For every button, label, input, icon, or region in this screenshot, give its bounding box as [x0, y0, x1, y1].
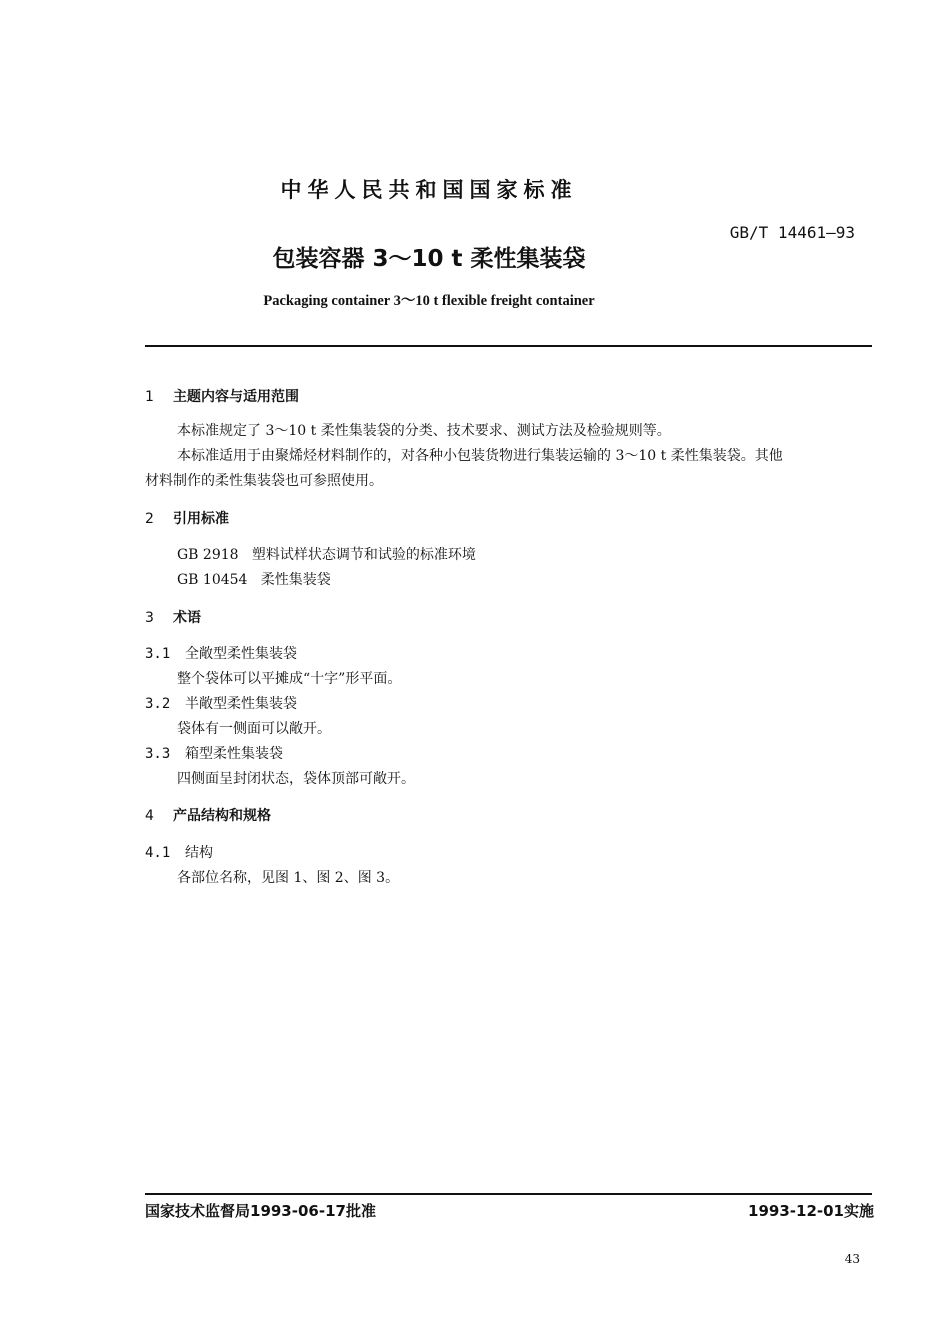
section-1-paragraph-2-line-2: 材料制作的柔性集装袋也可参照使用。 [145, 473, 383, 489]
term-title: 全敞型柔性集装袋 [185, 646, 297, 662]
reference-gb2918: GB 2918 塑料试样状态调节和试验的标准环境 [177, 547, 476, 563]
section-2-heading [145, 508, 229, 528]
term-title: 箱型柔性集装袋 [185, 746, 283, 762]
subsection-title: 结构 [185, 845, 213, 861]
term-3-2 [145, 693, 297, 713]
section-4-heading [145, 805, 271, 825]
reference-gb10454: GB 10454 柔性集装袋 [177, 572, 331, 588]
section-number: 1 [145, 389, 154, 405]
section-1-paragraph-1: 本标准规定了 3～10 t 柔性集装袋的分类、技术要求、测试方法及检验规则等。 [177, 423, 671, 439]
section-number: 3 [145, 610, 154, 626]
term-3-1 [145, 643, 297, 663]
footer-divider [145, 1193, 872, 1195]
section-title: 引用标准 [173, 511, 229, 527]
section-title: 术语 [173, 610, 201, 626]
section-1-paragraph-2-line-1: 本标准适用于由聚烯烃材料制作的，对各种小包装货物进行集装运输的 3～10 t 柔性集装袋。其他 [177, 448, 783, 464]
section-title: 产品结构和规格 [173, 808, 271, 824]
term-title: 半敞型柔性集装袋 [185, 696, 297, 712]
implementation-date: 1993-12-01实施 [748, 1202, 874, 1220]
approval-date: 国家技术监督局1993-06-17批准 [145, 1202, 376, 1220]
document-title-zh: 包装容器 3～10 t 柔性集装袋 [272, 246, 586, 272]
section-title: 主题内容与适用范围 [173, 389, 299, 405]
section-number: 4 [145, 808, 154, 824]
section-3-heading [145, 607, 201, 627]
term-number: 3.3 [145, 746, 171, 762]
term-number: 3.2 [145, 696, 171, 712]
section-number: 2 [145, 511, 154, 527]
term-3-2-description: 袋体有一侧面可以敞开。 [177, 721, 331, 737]
subsection-4-1 [145, 842, 213, 862]
term-number: 3.1 [145, 646, 171, 662]
term-3-3 [145, 743, 283, 763]
header-divider [145, 345, 872, 347]
subsection-4-1-description: 各部位名称，见图 1、图 2、图 3。 [177, 870, 400, 886]
subsection-number: 4.1 [145, 845, 171, 861]
document-title-en: Packaging container 3～10 t flexible freight container [263, 293, 595, 309]
term-3-1-description: 整个袋体可以平摊成“十字”形平面。 [177, 671, 402, 687]
standard-number: GB/T 14461—93 [729, 223, 855, 242]
term-3-3-description: 四侧面呈封闭状态，袋体顶部可敞开。 [177, 771, 415, 787]
section-1-heading [145, 386, 299, 406]
page-number: 43 [844, 1252, 860, 1266]
country-standard-title: 中华人民共和国国家标准 [280, 178, 578, 202]
